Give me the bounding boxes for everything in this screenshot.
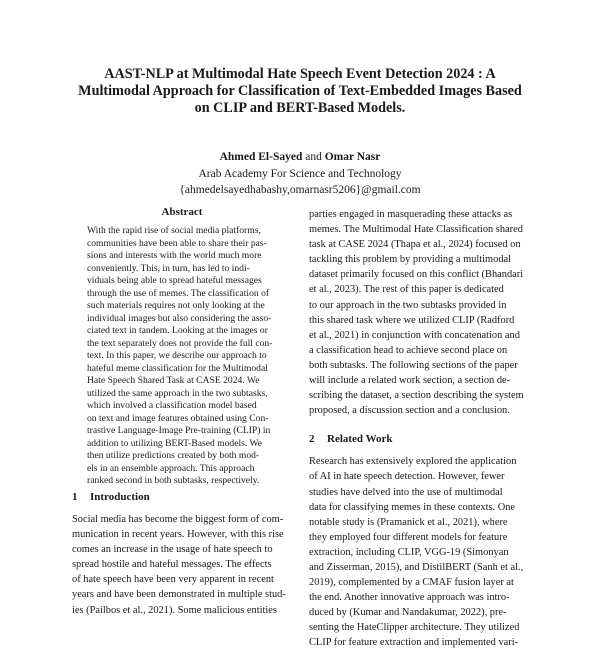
body-line: parties engaged in masquerading these attacks as (309, 209, 513, 220)
author-conjunction: and (305, 151, 322, 163)
author-email: {ahmedelsayedhabashy,omarnasr5206}@gmail.com (179, 184, 421, 196)
abstract-line: hateful meme classification for the Multimodal (87, 362, 268, 374)
introduction-section (72, 490, 297, 618)
body-line: Social media has become the biggest form of com- (72, 514, 284, 525)
body-line: they employed four different models for feature (309, 531, 508, 543)
related-work-section (309, 432, 537, 650)
abstract-heading: Abstract (161, 206, 203, 218)
section-number: 1 (72, 491, 78, 503)
body-line: munication in recent years. However, with this rise (72, 529, 284, 541)
body-line: duced by (Kumar and Nandakumar, 2022), pre- (309, 607, 507, 619)
abstract-line: trastive Language-Image Pre-training (CLIP) in (87, 425, 271, 436)
abstract-body (87, 225, 279, 488)
body-line: comes an increase in the usage of hate speech to (72, 544, 273, 556)
abstract-line: text. In this paper, we describe our approach to (87, 350, 267, 361)
body-line: Research has extensively explored the application (309, 456, 517, 468)
abstract-line: individual images but also considering the asso- (87, 312, 272, 324)
body-line: 2019), complemented by a CMAF fusion layer at (309, 577, 514, 589)
body-line: dataset primarily focused on this conflict (Bhandari (309, 269, 524, 281)
body-line: extraction, including CLIP, VGG-19 (Simonyan (309, 546, 509, 558)
body-line: CLIP for feature extraction and implemented vari- (309, 637, 519, 649)
section-heading (309, 432, 537, 446)
body-line: senting the HateClipper architecture. They utilized (309, 622, 520, 634)
body-line: to our approach in the two subtasks provided in (309, 299, 507, 311)
body-line: the end. Another innovative approach was intro- (309, 592, 510, 604)
body-line: scribing the dataset, a section describing the system (309, 390, 524, 402)
author-list (0, 149, 600, 165)
introduction-body (72, 512, 297, 618)
body-line: this shared task where we utilized CLIP (Radford (309, 314, 515, 326)
body-line: task at CASE 2024 (Thapa et al., 2024) focused on (309, 239, 521, 251)
abstract-line: on text and image features obtained using Con- (87, 412, 269, 424)
section-heading (72, 490, 297, 504)
affiliation: Arab Academy For Science and Technology (198, 168, 402, 180)
abstract-line: communities have been able to share their pas- (87, 237, 267, 249)
abstract-line: the text separately does not provide the full con- (87, 337, 273, 349)
section-title: Introduction (90, 491, 150, 503)
body-line: ies (Pailbos et al., 2021). Some malicious entities (72, 604, 277, 616)
body-line: of hate speech have been very apparent in recent (72, 574, 274, 586)
body-line: et al., 2023). The rest of this paper is dedicated (309, 284, 504, 296)
abstract-line: els in an ensemble approach. This approach (87, 462, 255, 474)
body-line: spread hostile and hateful messages. The effects (72, 559, 272, 571)
abstract-line: sions and interests with the world much more (87, 250, 262, 261)
abstract-line: through the use of memes. The classification of (87, 287, 270, 299)
abstract-line: utilized the same approach in the two subtasks, (87, 387, 268, 399)
body-line: years and have been demonstrated in multiple stud- (72, 589, 286, 601)
body-line: a classification head to achieve second place on (309, 344, 508, 356)
body-line: and Zisserman, 2015), and DistilBERT (Sanh et al., (309, 561, 524, 573)
abstract-line: ciated text in tandem. Looking at the images or (87, 325, 268, 336)
author-name: Ahmed El-Sayed (219, 151, 303, 163)
body-line: studies have delved into the use of multimodal (309, 486, 503, 498)
related-work-body (309, 454, 537, 650)
body-line: tackling this problem by providing a multimodal (309, 254, 512, 266)
body-line: proposed, a discussion section and a conclusion. (309, 405, 510, 417)
abstract-line: such materials requires not only looking at the (87, 300, 265, 311)
abstract-line: ranked second in both subtasks, respectively. (87, 475, 260, 486)
body-line: data for classifying memes in these contexts. One (309, 501, 516, 513)
paper-title (55, 66, 545, 117)
body-line: notable study is (Pramanick et al., 2021), where (309, 516, 508, 528)
abstract-line: With the rapid rise of social media platforms, (87, 225, 261, 236)
body-line: memes. The Multimodal Hate Classification shared (309, 224, 523, 236)
section-number: 2 (309, 433, 315, 446)
body-line: will include a related work section, a section de- (309, 375, 511, 387)
affiliation-block (0, 166, 600, 198)
body-line: of AI in hate speech detection. However, fewer (309, 471, 505, 483)
abstract-line: then utilize predictions created by both mod- (87, 450, 260, 461)
abstract-line: conveniently. This, in turn, has led to indi- (87, 262, 250, 274)
author-name: Omar Nasr (324, 151, 381, 163)
abstract-line: viduals being able to spread hateful messages (87, 275, 262, 286)
section-title: Related Work (327, 433, 393, 446)
abstract-line: Hate Speech Shared Task at CASE 2024. We (87, 375, 260, 386)
abstract-line: which involved a classification model based (87, 400, 257, 411)
body-line: both subtasks. The following sections of the paper (309, 359, 518, 371)
title-line: AAST-NLP at Multimodal Hate Speech Event Detection 2024 : A (104, 66, 496, 82)
introduction-continued (309, 207, 537, 418)
abstract-line: addition to utilizing BERT-Based models. We (87, 437, 263, 449)
title-line: Multimodal Approach for Classification of Text-Embedded Images Based (78, 83, 522, 99)
body-line: et al., 2021) in conjunction with concatenation and (309, 329, 520, 341)
title-line: on CLIP and BERT-Based Models. (194, 100, 406, 116)
left-column (72, 205, 292, 488)
right-column (309, 207, 537, 651)
